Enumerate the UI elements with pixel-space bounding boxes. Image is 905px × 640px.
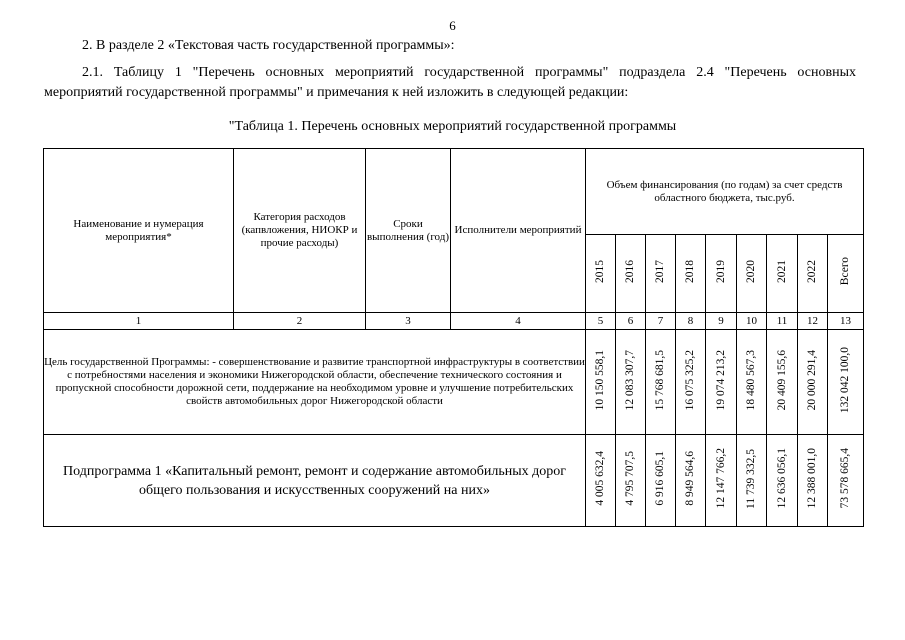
column-number: 1 [44,313,234,330]
goal-value: 20 409 155,6 [775,349,788,411]
goal-value: 18 480 567,3 [745,349,757,411]
paragraph-section-2: 2. В разделе 2 «Текстовая часть государственной программы»: [82,38,455,53]
year-label: 2017 [654,260,666,283]
goal-value: 20 000 291,4 [806,349,818,411]
subprogram-value: 12 636 056,1 [775,448,788,509]
year-header [798,235,828,313]
column-number: 9 [706,313,737,330]
goal-row [44,330,864,435]
year-header [767,235,798,313]
subprogram-value: 8 949 564,6 [684,451,696,506]
subprogram-value-cell [676,435,706,527]
year-header [676,235,706,313]
header-terms: Сроки выполнения (год) [366,149,451,313]
table-caption: "Таблица 1. Перечень основных мероприятий государственной программы [228,119,677,134]
subprogram-value: 12 147 766,2 [714,448,727,509]
year-label: 2022 [806,260,818,283]
subprogram-row [44,435,864,527]
year-header [646,235,676,313]
page-number: 6 [449,18,456,33]
goal-value-cell [616,330,646,435]
subprogram-total: 73 578 665,4 [839,448,851,509]
subprogram-value: 4 795 707,5 [624,451,636,506]
total-header [828,235,864,313]
goal-value-cell [586,330,616,435]
goal-text: Цель государственной Программы: - совершенствование и развитие транспортной инфраструктуры в соответствии с потребностями населения и экономики Нижегородской области, обеспечение технического состояния и пропускной способности дорожной сети, поддержание на необходимом уровне и улучшение потребительских свойств автомобильных дорог Нижегородской области [44,330,586,435]
year-header [737,235,767,313]
header-executors: Исполнители мероприятий [451,149,586,313]
year-header [616,235,646,313]
subprogram-value: 11 739 332,5 [745,448,757,509]
column-numbers-row [44,313,864,330]
subprogram-text: Подпрограмма 1 «Капитальный ремонт, ремонт и содержание автомобильных дорог общего пользования и искусственных сооружений на них» [44,435,586,527]
subprogram-total-cell [828,435,864,527]
goal-value: 15 768 681,5 [654,349,666,411]
paragraph-table-replacement: 2.1. Таблицу 1 "Перечень основных мероприятий государственной программы" подраздела 2.4 "Перечень основных мероприятий государственной программы" и примечания к ней изложить в следующей редакции: [44,65,856,100]
goal-value-cell [737,330,767,435]
goal-value-cell [767,330,798,435]
subprogram-value-cell [586,435,616,527]
header-financing: Объем финансирования (по годам) за счет средств областного бюджета, тыс.руб. [586,149,864,235]
column-number: 12 [798,313,828,330]
column-number: 10 [737,313,767,330]
year-label: 2018 [684,260,696,283]
column-number: 2 [234,313,366,330]
column-number: 7 [646,313,676,330]
year-label: 2020 [745,260,757,283]
goal-value: 12 083 307,7 [624,349,636,411]
column-number: 3 [366,313,451,330]
year-label: 2019 [714,260,727,283]
column-number: 4 [451,313,586,330]
subprogram-value-cell [616,435,646,527]
measures-table [43,148,864,527]
goal-value: 10 150 558,1 [594,349,606,411]
subprogram-value-cell [767,435,798,527]
column-number: 5 [586,313,616,330]
goal-value-cell [798,330,828,435]
column-number: 13 [828,313,864,330]
goal-total-cell [828,330,864,435]
year-header [586,235,616,313]
goal-value-cell [646,330,676,435]
goal-value-cell [706,330,737,435]
column-number: 11 [767,313,798,330]
goal-total: 132 042 100,0 [839,346,851,414]
goal-value: 16 075 325,2 [684,349,696,411]
goal-value: 19 074 213,2 [714,349,727,411]
subprogram-value-cell [646,435,676,527]
goal-value-cell [676,330,706,435]
year-label: 2016 [624,260,636,283]
year-label: 2015 [594,260,606,283]
year-label: 2021 [775,260,788,283]
subprogram-value-cell [798,435,828,527]
column-number: 8 [676,313,706,330]
total-label: Всего [839,257,851,286]
subprogram-value: 6 916 605,1 [654,451,666,506]
subprogram-value: 4 005 632,4 [594,451,606,506]
header-name: Наименование и нумерация мероприятия* [44,149,234,313]
header-category: Категория расходов (капвложения, НИОКР и прочие расходы) [234,149,366,313]
subprogram-value: 12 388 001,0 [806,448,818,509]
subprogram-value-cell [737,435,767,527]
column-number: 6 [616,313,646,330]
year-header [706,235,737,313]
subprogram-value-cell [706,435,737,527]
